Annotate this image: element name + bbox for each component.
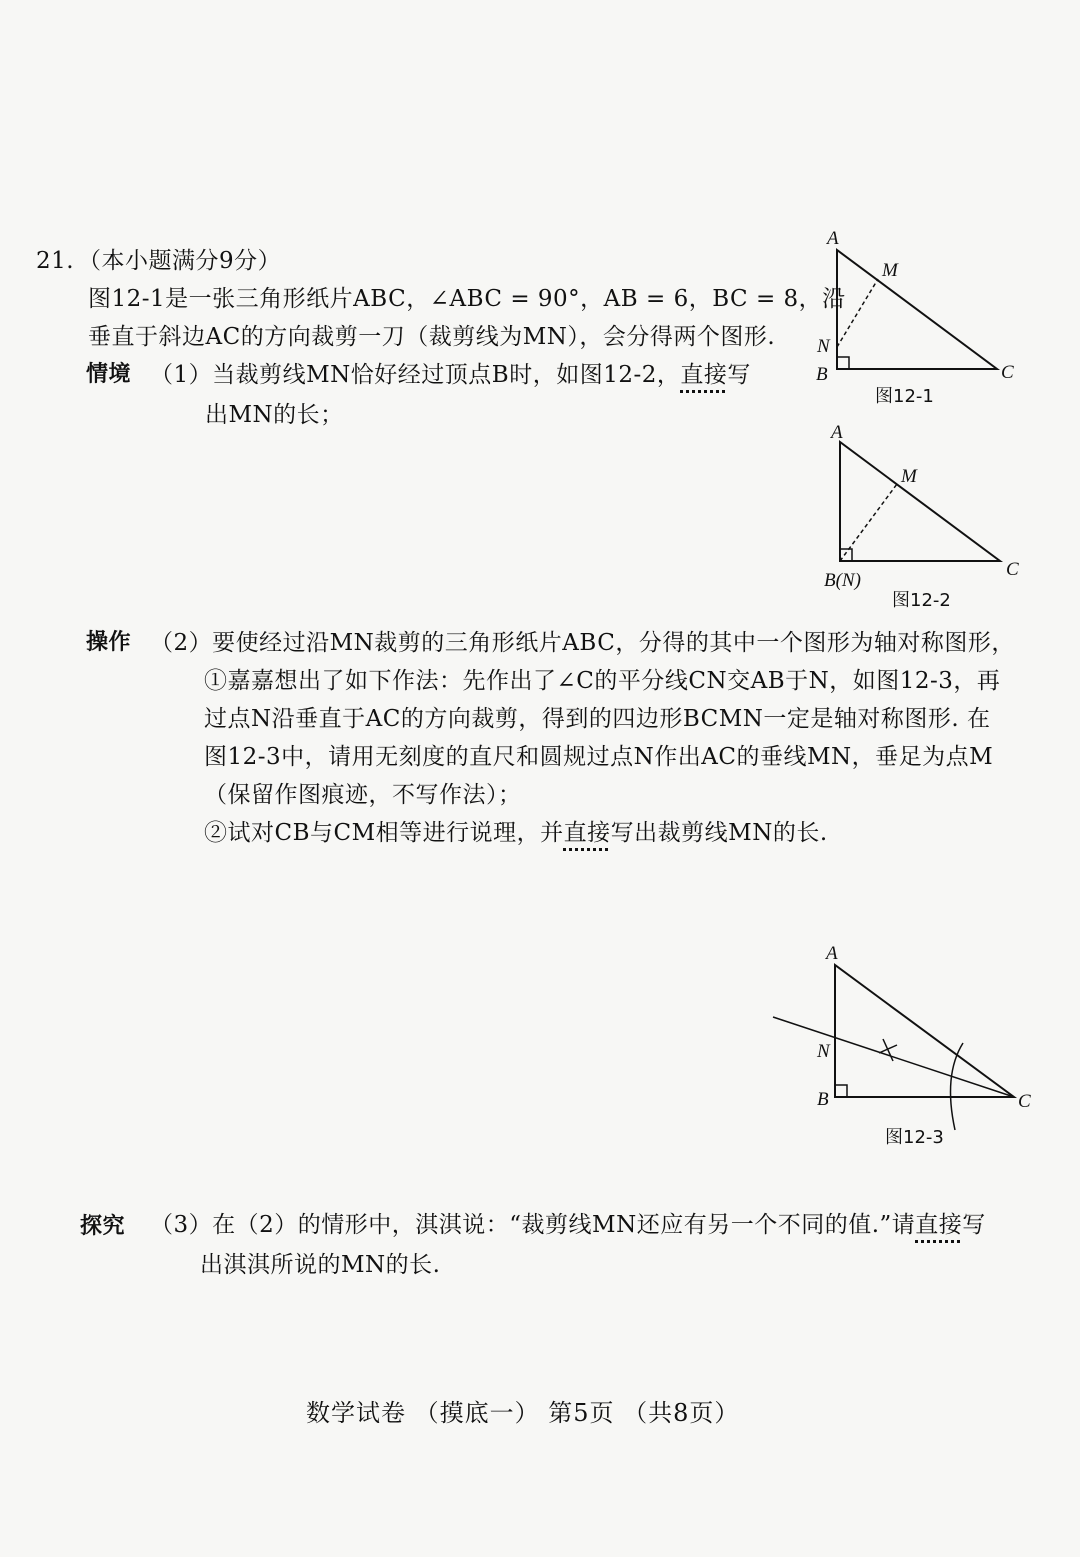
figure-caption: 图12-2	[892, 590, 951, 611]
q1-text-post: 写	[727, 362, 751, 388]
problem-number: 21.	[36, 248, 75, 274]
compass-arc	[951, 1043, 964, 1130]
triangle-abc	[835, 965, 1014, 1097]
q1-text-pre: （1）当裁剪线MN恰好经过顶点B时，如图12-2，	[150, 362, 681, 388]
problem-score: （本小题满分9分）	[78, 248, 282, 274]
label-b: B	[816, 364, 828, 385]
q1-emphasis: 直接	[680, 362, 728, 388]
right-angle-mark	[835, 1085, 847, 1097]
label-n: N	[817, 336, 830, 357]
question-1-line-1	[150, 360, 751, 390]
label-c: C	[1018, 1091, 1031, 1112]
label-b-n: B(N)	[824, 570, 861, 591]
question-1-line-2: 出MN的长；	[205, 402, 344, 428]
label-b: B	[817, 1089, 829, 1110]
question-2-line-5: （保留作图痕迹，不写作法）；	[204, 782, 522, 808]
angle-bisector-cn	[773, 1017, 1014, 1097]
operation-tag: 操作	[86, 630, 132, 655]
label-c: C	[1006, 559, 1019, 580]
question-3-line-1	[150, 1210, 986, 1240]
question-2-line-6	[204, 818, 828, 848]
label-c: C	[1001, 362, 1014, 383]
figure-12-1	[800, 220, 1040, 415]
page-footer: 数学试卷 （摸底一） 第5页 （共8页）	[306, 1399, 740, 1427]
question-2-line-4: 图12-3中，请用无刻度的直尺和圆规过点N作出AC的垂线MN，垂足为点M	[204, 744, 994, 770]
label-m: M	[901, 466, 917, 487]
explore-tag: 探究	[80, 1214, 126, 1239]
scenario-tag: 情境	[86, 362, 132, 387]
label-n: N	[817, 1041, 830, 1062]
figure-12-3	[765, 935, 1065, 1150]
q3-emphasis: 直接	[915, 1212, 963, 1238]
triangle-abc	[840, 442, 1000, 561]
right-angle-mark	[837, 357, 849, 369]
question-2-line-3: 过点N沿垂直于AC的方向裁剪，得到的四边形BCMN一定是轴对称图形. 在	[204, 706, 991, 732]
cut-line-mn	[840, 484, 897, 561]
question-2-line-2: ①嘉嘉想出了如下作法：先作出了∠C的平分线CN交AB于N，如图12-3，再	[204, 668, 1001, 694]
cut-line-mn	[837, 279, 878, 347]
label-a: A	[826, 943, 838, 964]
figure-caption: 图12-3	[885, 1127, 944, 1148]
q2-text-pre: ②试对CB与CM相等进行说理，并	[204, 820, 564, 846]
question-2-line-1: （2）要使经过沿MN裁剪的三角形纸片ABC，分得的其中一个图形为轴对称图形，	[150, 630, 1015, 656]
label-a: A	[831, 422, 843, 443]
question-3-line-2: 出淇淇所说的MN的长.	[200, 1252, 441, 1278]
label-m: M	[882, 260, 898, 281]
figure-caption: 图12-1	[875, 386, 934, 407]
figure-12-2	[800, 418, 1040, 618]
intro-line-1: 图12-1是一张三角形纸片ABC，∠ABC = 90°，AB = 6，BC = 8，沿	[88, 286, 846, 312]
q2-text-post: 写出裁剪线MN的长.	[610, 820, 828, 846]
label-a: A	[827, 228, 839, 249]
q3-text-post: 写	[962, 1212, 986, 1238]
q2-emphasis: 直接	[563, 820, 611, 846]
triangle-abc	[837, 250, 997, 369]
q3-text-pre: （3）在（2）的情形中，淇淇说：“裁剪线MN还应有另一个不同的值.”请	[150, 1212, 916, 1238]
intro-line-2: 垂直于斜边AC的方向裁剪一刀（裁剪线为MN），会分得两个图形.	[88, 324, 776, 350]
